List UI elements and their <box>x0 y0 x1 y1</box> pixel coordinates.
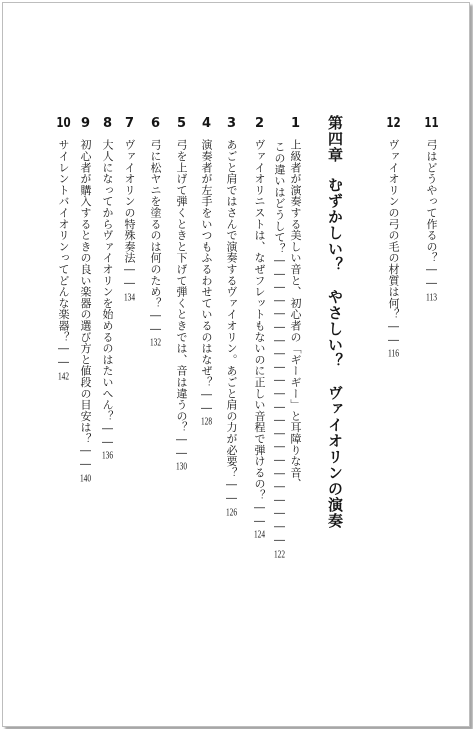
page-number: 136 <box>102 451 113 462</box>
leader-line: ―― <box>225 478 238 505</box>
page-number: 126 <box>226 507 237 518</box>
page-number: 130 <box>176 462 187 473</box>
page-number: 132 <box>150 338 161 349</box>
entry-title: ヴァイオリニストは、なぜフレットもないのに正しい音程で弾けるの？ <box>253 139 266 501</box>
page-number: 124 <box>254 530 265 541</box>
entry-number: 3 <box>226 117 237 130</box>
leader-line: ―― <box>387 319 400 347</box>
entry-title: ヴァイオリンの特殊奏法 <box>123 139 136 264</box>
page-number: 140 <box>80 473 91 484</box>
toc-entry-8[interactable] <box>100 117 114 461</box>
entry-title: サイレントバイオリンってどんな楽器？ <box>57 139 70 343</box>
toc-entry-10[interactable] <box>56 117 70 382</box>
entry-title-continued: この違いはどうして？ <box>273 141 286 254</box>
leader-line: ―― <box>149 308 162 336</box>
page-number: 116 <box>388 349 399 360</box>
entry-number: 12 <box>386 117 401 130</box>
entry-title: 上級者が演奏する美しい音と、初心者の「ギーギー」と耳障りな音、 <box>289 139 302 490</box>
entry-number: 7 <box>124 117 135 130</box>
entry-number: 4 <box>201 117 212 130</box>
entry-title: 弓を上げて弾くときと下げて弾くときでは、音は違うの？ <box>175 139 188 433</box>
entry-title: 初心者が購入するときの良い楽器の選び方と値段の目安は？ <box>79 139 92 445</box>
leader-line: ―― <box>200 387 213 415</box>
entry-number: 6 <box>150 117 161 130</box>
leader-line: ―― <box>79 444 92 471</box>
page-number: 134 <box>124 292 135 303</box>
leader-line: ―― <box>175 432 188 460</box>
page-number: 113 <box>426 292 437 303</box>
leader-line: ―― <box>57 342 70 370</box>
entry-number: 2 <box>254 117 265 130</box>
entry-number: 11 <box>424 117 439 130</box>
toc-entry-7[interactable] <box>122 117 136 303</box>
page-number: 142 <box>58 372 69 383</box>
leader-line: ―― <box>425 263 438 290</box>
toc-entry-5[interactable] <box>174 117 188 472</box>
page-number: 128 <box>201 417 212 428</box>
entry-number: 5 <box>176 117 187 130</box>
toc-entry-1-continued[interactable] <box>272 141 286 560</box>
toc-entry-9[interactable] <box>78 117 92 484</box>
toc-entry-2[interactable] <box>252 117 266 540</box>
leader-line: ―― <box>101 421 114 449</box>
toc-entry-11[interactable] <box>424 117 438 303</box>
page-number: 122 <box>274 549 285 560</box>
toc-entry-6[interactable] <box>148 117 162 348</box>
entry-number: 9 <box>80 117 91 130</box>
leader-line: ―― <box>253 500 266 528</box>
entry-number: 8 <box>102 117 113 130</box>
entry-title: ヴァイオリンの弓の毛の材質は何？ <box>387 139 400 320</box>
leader-line: ―――――――――――――――――――――― <box>273 254 286 547</box>
entry-title: あごと肩ではさんで演奏するヴァイオリン。あごと肩の力が必要？ <box>225 139 238 478</box>
toc-entry-1[interactable] <box>288 117 302 489</box>
entry-title: 演奏者が左手をいつもふるわせているのはなぜ？ <box>200 139 213 388</box>
toc-entry-4[interactable] <box>199 117 213 427</box>
entry-title: 弓に松ヤニを塗るのは何のため？ <box>149 139 162 309</box>
entry-number: 1 <box>290 117 301 130</box>
chapter-heading <box>325 115 346 529</box>
toc-entry-12[interactable] <box>386 117 400 359</box>
entry-title: 大人になってからヴァイオリンを始めるのはたいへん？ <box>101 139 114 422</box>
entry-number: 10 <box>56 117 71 130</box>
chapter-label: 第四章 <box>326 115 344 163</box>
entry-title: 弓はどうやって作るの？ <box>425 139 438 264</box>
toc-entry-3[interactable] <box>224 117 238 518</box>
leader-line: ―― <box>123 263 136 290</box>
chapter-title: むずかしい？ やさしい？ ヴァイオリンの演奏 <box>326 177 344 529</box>
